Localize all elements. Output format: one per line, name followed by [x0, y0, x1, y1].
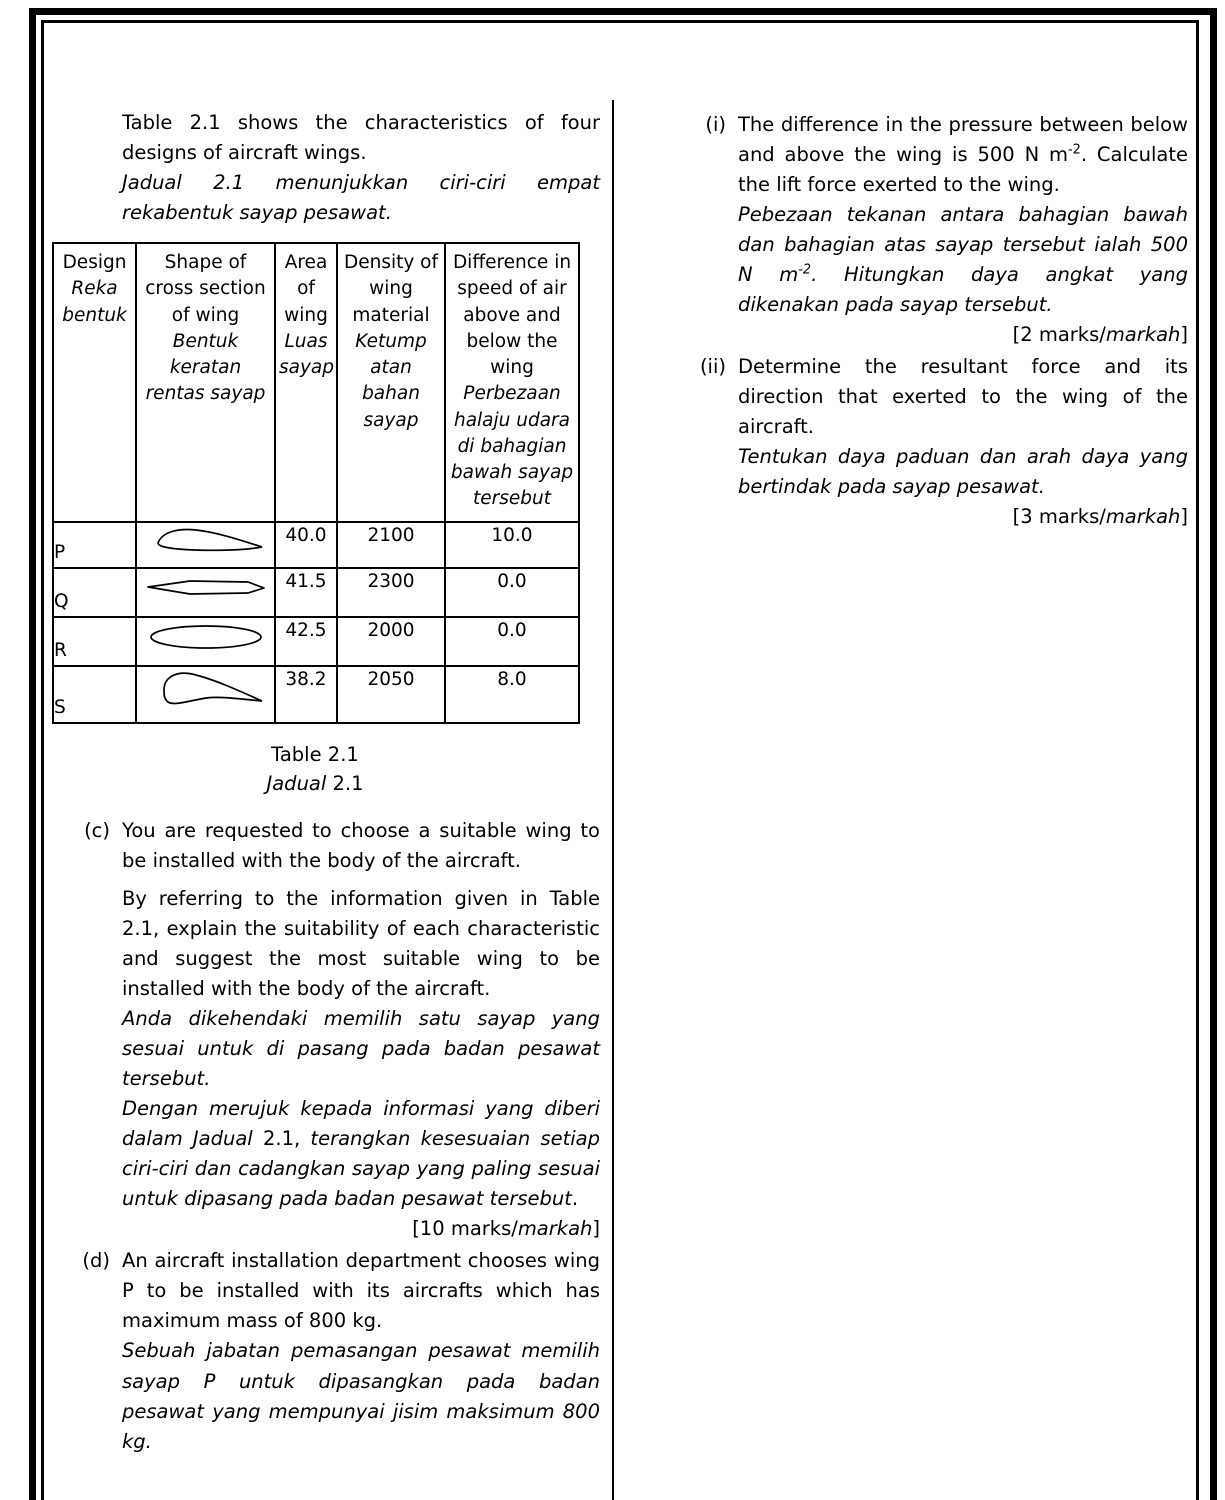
table-row [53, 568, 579, 617]
cell-design-q: Q [53, 568, 136, 617]
header-shape [136, 243, 275, 522]
spacer [52, 798, 600, 814]
part-c-malay-2d: . [571, 1187, 579, 1211]
header-shape-ms: Bentuk keratan rentas sayap [145, 330, 266, 405]
part-d-english: An aircraft installation department chooses wing P to be installed with its aircrafts which has maximum mass of 800 kg. [122, 1249, 600, 1333]
part-c-marks-prefix: [10 marks/ [412, 1217, 518, 1241]
question-part-c [52, 816, 600, 1244]
part-c-malay-2 [122, 1094, 600, 1214]
airfoil-diamond-icon [144, 573, 268, 603]
airfoil-ellipse-icon [144, 621, 268, 653]
part-i-malay-a: Pebezaan tekanan antara bahagian bawah dan bahagian atas sayap tersebut ialah 500 N m [738, 203, 1188, 287]
part-i-malay [738, 200, 1188, 320]
part-i-marks [738, 320, 1188, 350]
question-part-ii [668, 352, 1188, 532]
page-border-outer-left [29, 8, 36, 1500]
part-c-malay-2c: terangkan kesesuaian setiap ciri-ciri dan cadangkan sayap yang paling sesuai untuk dipasang pada badan pesawat tersebut [122, 1127, 601, 1211]
table-row [53, 522, 579, 568]
intro-malay: Jadual 2.1 menunjukkan ciri-ciri empat rekabentuk sayap pesawat. [122, 171, 600, 225]
cell-density-s: 2050 [337, 666, 445, 723]
question-part-d [52, 1246, 600, 1456]
header-design-en: Design [62, 252, 127, 274]
part-i-malay-b: . Hitungkan daya angkat yang dikenakan pada sayap tersebut. [738, 263, 1188, 317]
table-2-1 [52, 242, 580, 724]
page-border-inner-left [41, 20, 44, 1500]
table-caption [52, 740, 578, 799]
header-speed-difference-ms: Perbezaan halaju udara di bahagian bawah sayap tersebut [450, 383, 574, 510]
table-caption-english: Table 2.1 [271, 742, 359, 766]
header-speed-difference [445, 243, 579, 522]
part-i-marks-italic: markah [1105, 323, 1181, 347]
part-i-english [738, 110, 1188, 200]
table-row [53, 617, 579, 666]
cell-shape-p [136, 522, 275, 568]
spacer [122, 876, 600, 884]
header-area-en: Area of wing [284, 252, 328, 326]
header-design-ms: Reka bentuk [62, 278, 127, 326]
part-ii-marks [738, 502, 1188, 532]
header-design [53, 243, 136, 522]
part-i-marks-prefix: [2 marks/ [1012, 323, 1106, 347]
cell-design-s: S [53, 666, 136, 723]
part-c-malay-2a: Dengan merujuk kepada informasi yang diberi dalam Jadual [122, 1097, 600, 1151]
cell-area-s: 38.2 [275, 666, 337, 723]
cell-design-p: P [53, 522, 136, 568]
cell-area-p: 40.0 [275, 522, 337, 568]
left-column [52, 108, 600, 1457]
part-ii-malay: Tentukan daya paduan dan arah daya yang bertindak pada sayap pesawat. [738, 445, 1188, 499]
cell-speed-difference-q: 0.0 [445, 568, 579, 617]
part-ii-marks-prefix: [3 marks/ [1012, 505, 1106, 529]
header-area [275, 243, 337, 522]
cell-shape-r [136, 617, 275, 666]
cell-density-r: 2000 [337, 617, 445, 666]
part-c-malay-1: Anda dikehendaki memilih satu sayap yang sesuai untuk di pasang pada badan pesawat tersebut. [122, 1007, 600, 1091]
part-c-marks-suffix: ] [592, 1217, 600, 1241]
part-i-english-sup: -2 [1068, 142, 1081, 158]
airfoil-teardrop-icon [144, 668, 268, 712]
table-row [53, 666, 579, 723]
cell-area-r: 42.5 [275, 617, 337, 666]
page-border-inner-right [1196, 20, 1199, 1500]
page-border-outer-top [29, 8, 1217, 15]
part-i-malay-sup: -2 [798, 262, 812, 278]
header-speed-difference-en: Difference in speed of air above and below the wing [452, 252, 572, 379]
cell-shape-s [136, 666, 275, 723]
table-2-1-wrapper [52, 242, 578, 798]
right-column [668, 108, 1188, 532]
question-part-i [668, 110, 1188, 350]
cell-design-r: R [53, 617, 136, 666]
column-divider [612, 100, 614, 1500]
intro-english: Table 2.1 shows the characteristics of four designs of aircraft wings. [122, 111, 600, 165]
intro-block [52, 108, 600, 228]
part-i-english-b: . Calculate the lift force exerted to the wing. [738, 143, 1188, 197]
part-ii-marks-italic: markah [1105, 505, 1181, 529]
part-ii-english: Determine the resultant force and its direction that exerted to the wing of the aircraft. [738, 355, 1188, 439]
part-c-english-2: By referring to the information given in Table 2.1, explain the suitability of each characteristic and suggest the most suitable wing to be installed with the body of the aircraft. [122, 887, 600, 1001]
cell-speed-difference-s: 8.0 [445, 666, 579, 723]
header-density-ms: Ketump atan bahan sayap [355, 330, 427, 431]
part-d-marker: (d) [82, 1249, 110, 1273]
part-ii-marker: (ii) [699, 355, 726, 379]
header-shape-en: Shape of cross section of wing [145, 252, 266, 326]
header-density-en: Density of wing material [343, 252, 439, 326]
table-caption-malay: Jadual 2.1 [266, 771, 364, 795]
part-i-english-a: The difference in the pressure between below and above the wing is 500 N m [738, 113, 1188, 167]
cell-area-q: 41.5 [275, 568, 337, 617]
table-header-row [53, 243, 579, 522]
header-density [337, 243, 445, 522]
part-c-english-1: You are requested to choose a suitable wing to be installed with the body of the aircraft. [122, 819, 600, 873]
page-border-inner-top [41, 20, 1199, 23]
cell-shape-q [136, 568, 275, 617]
part-c-malay-2b: 2.1, [262, 1127, 301, 1151]
cell-density-p: 2100 [337, 522, 445, 568]
part-c-marker: (c) [84, 819, 110, 843]
header-area-ms: Luas sayap [279, 330, 335, 379]
page-border-outer-right [1210, 8, 1217, 1500]
part-c-marks [122, 1214, 600, 1244]
part-d-malay: Sebuah jabatan pemasangan pesawat memilih sayap P untuk dipasangkan pada badan pesawat yang mempunyai jisim maksimum 800 kg. [122, 1339, 600, 1453]
part-c-marks-italic: markah [517, 1217, 593, 1241]
cell-speed-difference-r: 0.0 [445, 617, 579, 666]
table-caption-malay-word: Jadual [266, 771, 327, 795]
cell-speed-difference-p: 10.0 [445, 522, 579, 568]
part-i-marker: (i) [705, 113, 726, 136]
cell-density-q: 2300 [337, 568, 445, 617]
part-i-marks-suffix: ] [1180, 323, 1188, 347]
part-ii-marks-suffix: ] [1180, 505, 1188, 529]
airfoil-cambered-icon [144, 524, 268, 558]
